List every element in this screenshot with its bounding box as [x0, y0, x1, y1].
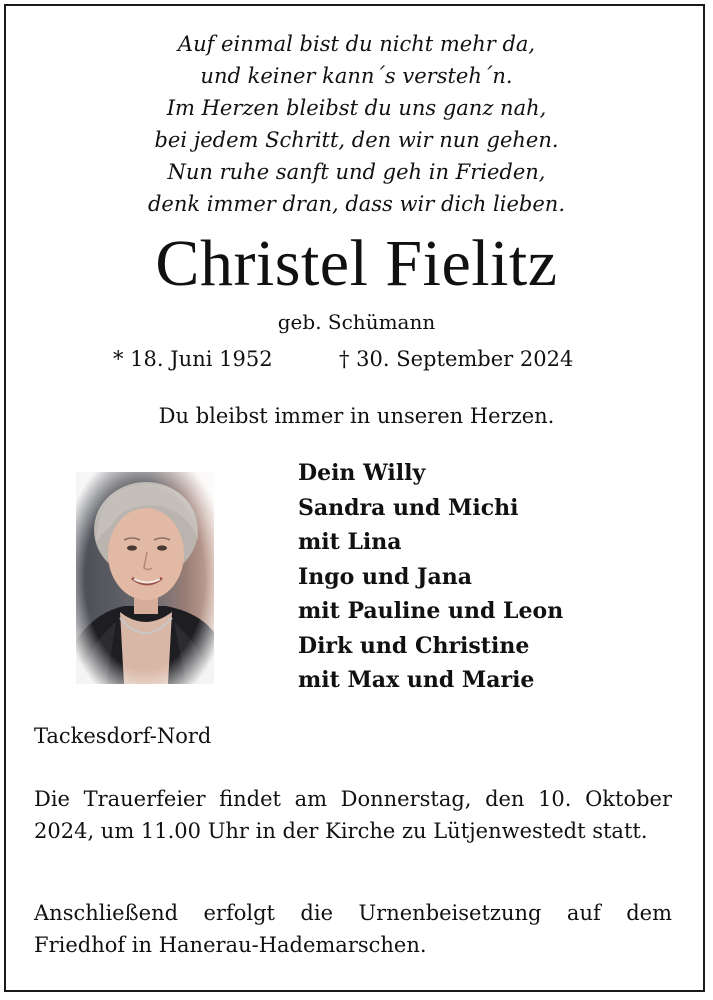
- memorial-motto: Du bleibst immer in unseren Herzen.: [158, 404, 555, 428]
- urn-burial-text: Anschließend erfolgt die Urnenbeisetzung auf dem Friedhof in Hanerau-Hademarschen.: [34, 901, 672, 957]
- deceased-name: Christel Fielitz: [155, 227, 558, 300]
- poem-line: Im Herzen bleibst du uns ganz nah,: [166, 96, 547, 120]
- poem-line: denk immer dran, dass wir dich lieben.: [147, 192, 565, 216]
- portrait-photo: [76, 472, 214, 684]
- poem-line: Nun ruhe sanft und geh in Frieden,: [167, 160, 546, 184]
- family-member: Sandra und Michi: [298, 494, 519, 521]
- family-member: Ingo und Jana: [298, 563, 472, 590]
- funeral-ceremony-text: Die Trauerfeier findet am Donnerstag, den 10. Oktober 2024, um 11.00 Uhr in der Kirche zu Lütjenwestedt statt.: [34, 787, 672, 843]
- poem-line: Auf einmal bist du nicht mehr da,: [177, 32, 536, 56]
- family-member: Dirk und Christine: [298, 632, 530, 659]
- family-signatures: [298, 456, 563, 698]
- poem-line: und keiner kann´s versteh´n.: [200, 64, 513, 88]
- memorial-poem: [0, 28, 713, 220]
- family-member: mit Lina: [298, 529, 402, 555]
- poem-line: bei jedem Schritt, den wir nun gehen.: [154, 128, 559, 152]
- death-date: † 30. September 2024: [339, 347, 574, 371]
- family-member: Dein Willy: [298, 460, 426, 486]
- family-member: mit Max und Marie: [298, 667, 535, 693]
- birth-date: * 18. Juni 1952: [113, 347, 273, 371]
- birth-name: geb. Schümann: [277, 310, 436, 334]
- place-of-residence: Tackesdorf-Nord: [34, 724, 212, 748]
- family-member: mit Pauline und Leon: [298, 598, 564, 624]
